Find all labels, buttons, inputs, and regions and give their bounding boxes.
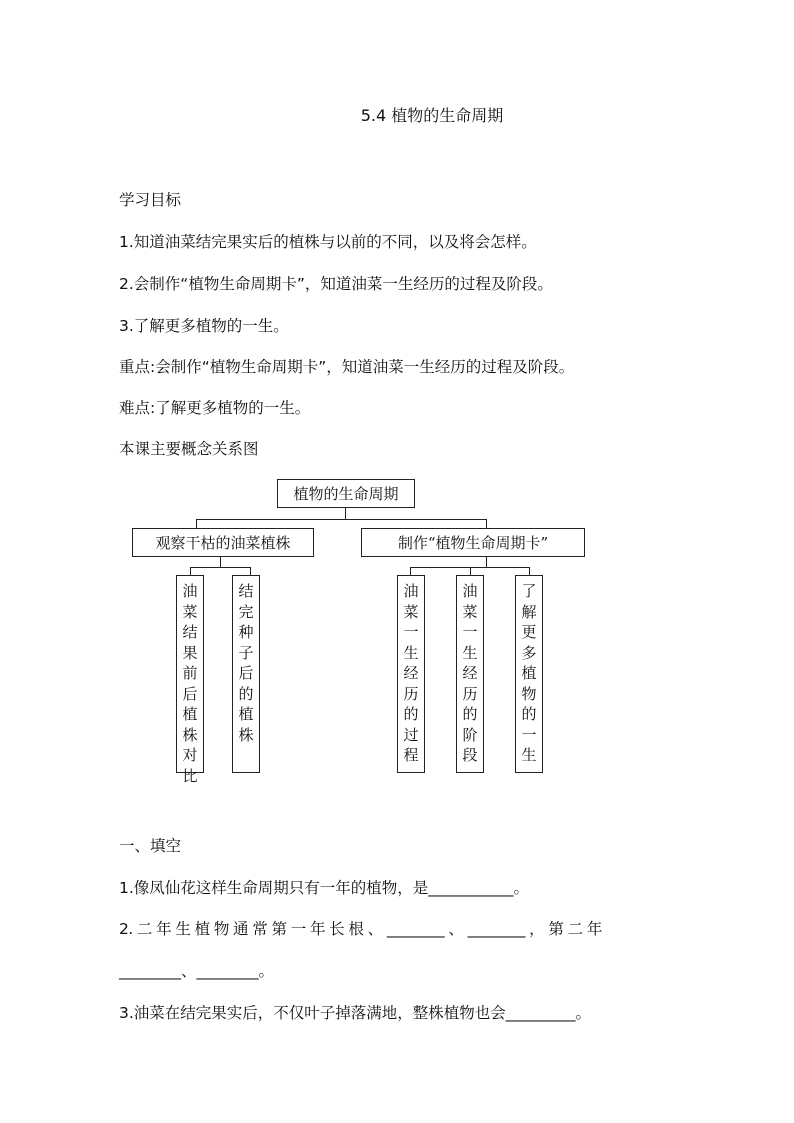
question-3: 3.油菜在结完果实后，不仅叶子掉落满地，整株植物也会_________。 (119, 1004, 592, 1022)
connector (196, 519, 487, 520)
connector (410, 567, 411, 575)
concept-leaf: 了 解 更 多 植 物 的 一 生 (515, 575, 543, 773)
question-2-line-2: ________、________。 (119, 962, 275, 980)
concept-root: 植物的生命周期 (277, 479, 415, 508)
connector (486, 519, 487, 528)
connector (529, 567, 530, 575)
connector (250, 567, 251, 575)
concept-leaf: 油 菜 一 生 经 历 的 阶 段 (456, 575, 484, 773)
concept-leaf: 结 完 种 子 后 的 植 株 (232, 575, 260, 773)
difficult-point: 难点:了解更多植物的一生。 (119, 399, 311, 417)
key-point: 重点:会制作“植物生命周期卡”，知道油菜一生经历的过程及阶段。 (119, 358, 575, 376)
concept-map-heading: 本课主要概念关系图 (119, 440, 259, 458)
concept-leaf: 油 菜 结 果 前 后 植 株 对 比 (176, 575, 204, 773)
page-title: 5.4 植物的生命周期 (360, 106, 504, 125)
objective-2: 2.会制作“植物生命周期卡”，知道油菜一生经历的过程及阶段。 (119, 275, 553, 293)
objectives-heading: 学习目标 (119, 191, 182, 209)
concept-map (120, 474, 600, 785)
question-1: 1.像凤仙花这样生命周期只有一年的植物，是___________。 (119, 879, 530, 897)
connector (190, 567, 251, 568)
connector (196, 519, 197, 528)
objective-1: 1.知道油菜结完果实后的植株与以前的不同，以及将会怎样。 (119, 233, 537, 251)
concept-branch-left: 观察干枯的油菜植株 (132, 528, 314, 557)
connector (486, 557, 487, 567)
connector (220, 557, 221, 567)
connector (345, 508, 346, 519)
concept-leaf: 油 菜 一 生 经 历 的 过 程 (397, 575, 425, 773)
section-heading: 一、填空 (119, 837, 182, 855)
question-2-line-1: 2. 二 年 生 植 物 通 常 第 一 年 长 根 、 ________ 、 ________ ， 第 二 年 (119, 920, 602, 938)
connector (470, 567, 471, 575)
objective-3: 3.了解更多植物的一生。 (119, 317, 289, 335)
connector (190, 567, 191, 575)
concept-branch-right: 制作“植物生命周期卡” (361, 528, 585, 557)
